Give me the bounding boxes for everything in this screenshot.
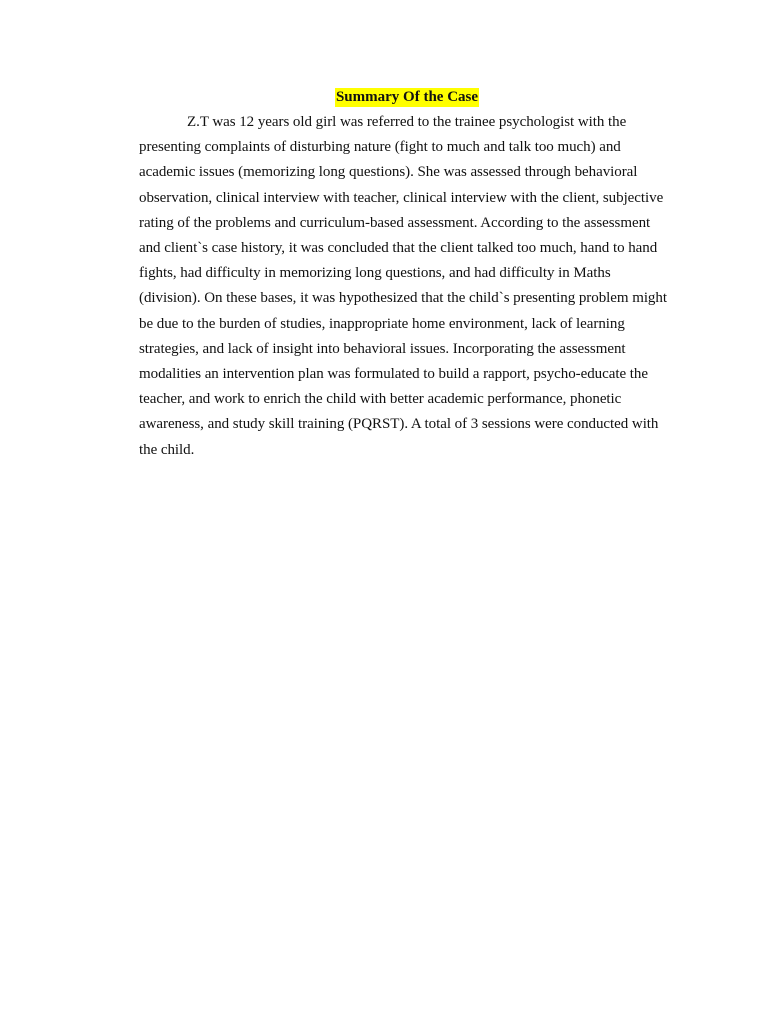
title-container: [139, 86, 675, 107]
document-title: Summary Of the Case: [335, 89, 479, 105]
document-content: [139, 86, 675, 463]
summary-paragraph: Z.T was 12 years old girl was referred to the trainee psychologist with the presenting complaints of disturbing nature (fight to much and talk too much) and academic issues (memorizing long questions). She was assessed through behavioral observation, clinical interview with teacher, clinical interview with the client, subjective rating of the problems and curriculum-based assessment. According to the assessment and client`s case history, it was concluded that the client talked too much, hand to hand fights, had difficulty in memorizing long questions, and had difficulty in Maths (division). On these bases, it was hypothesized that the child`s presenting problem might be due to the burden of studies, inappropriate home environment, lack of learning strategies, and lack of insight into behavioral issues. Incorporating the assessment modalities an intervention plan was formulated to build a rapport, psycho-educate the teacher, and work to enrich the child with better academic performance, phonetic awareness, and study skill training (PQRST). A total of 3 sessions were conducted with the child.: [139, 114, 667, 458]
